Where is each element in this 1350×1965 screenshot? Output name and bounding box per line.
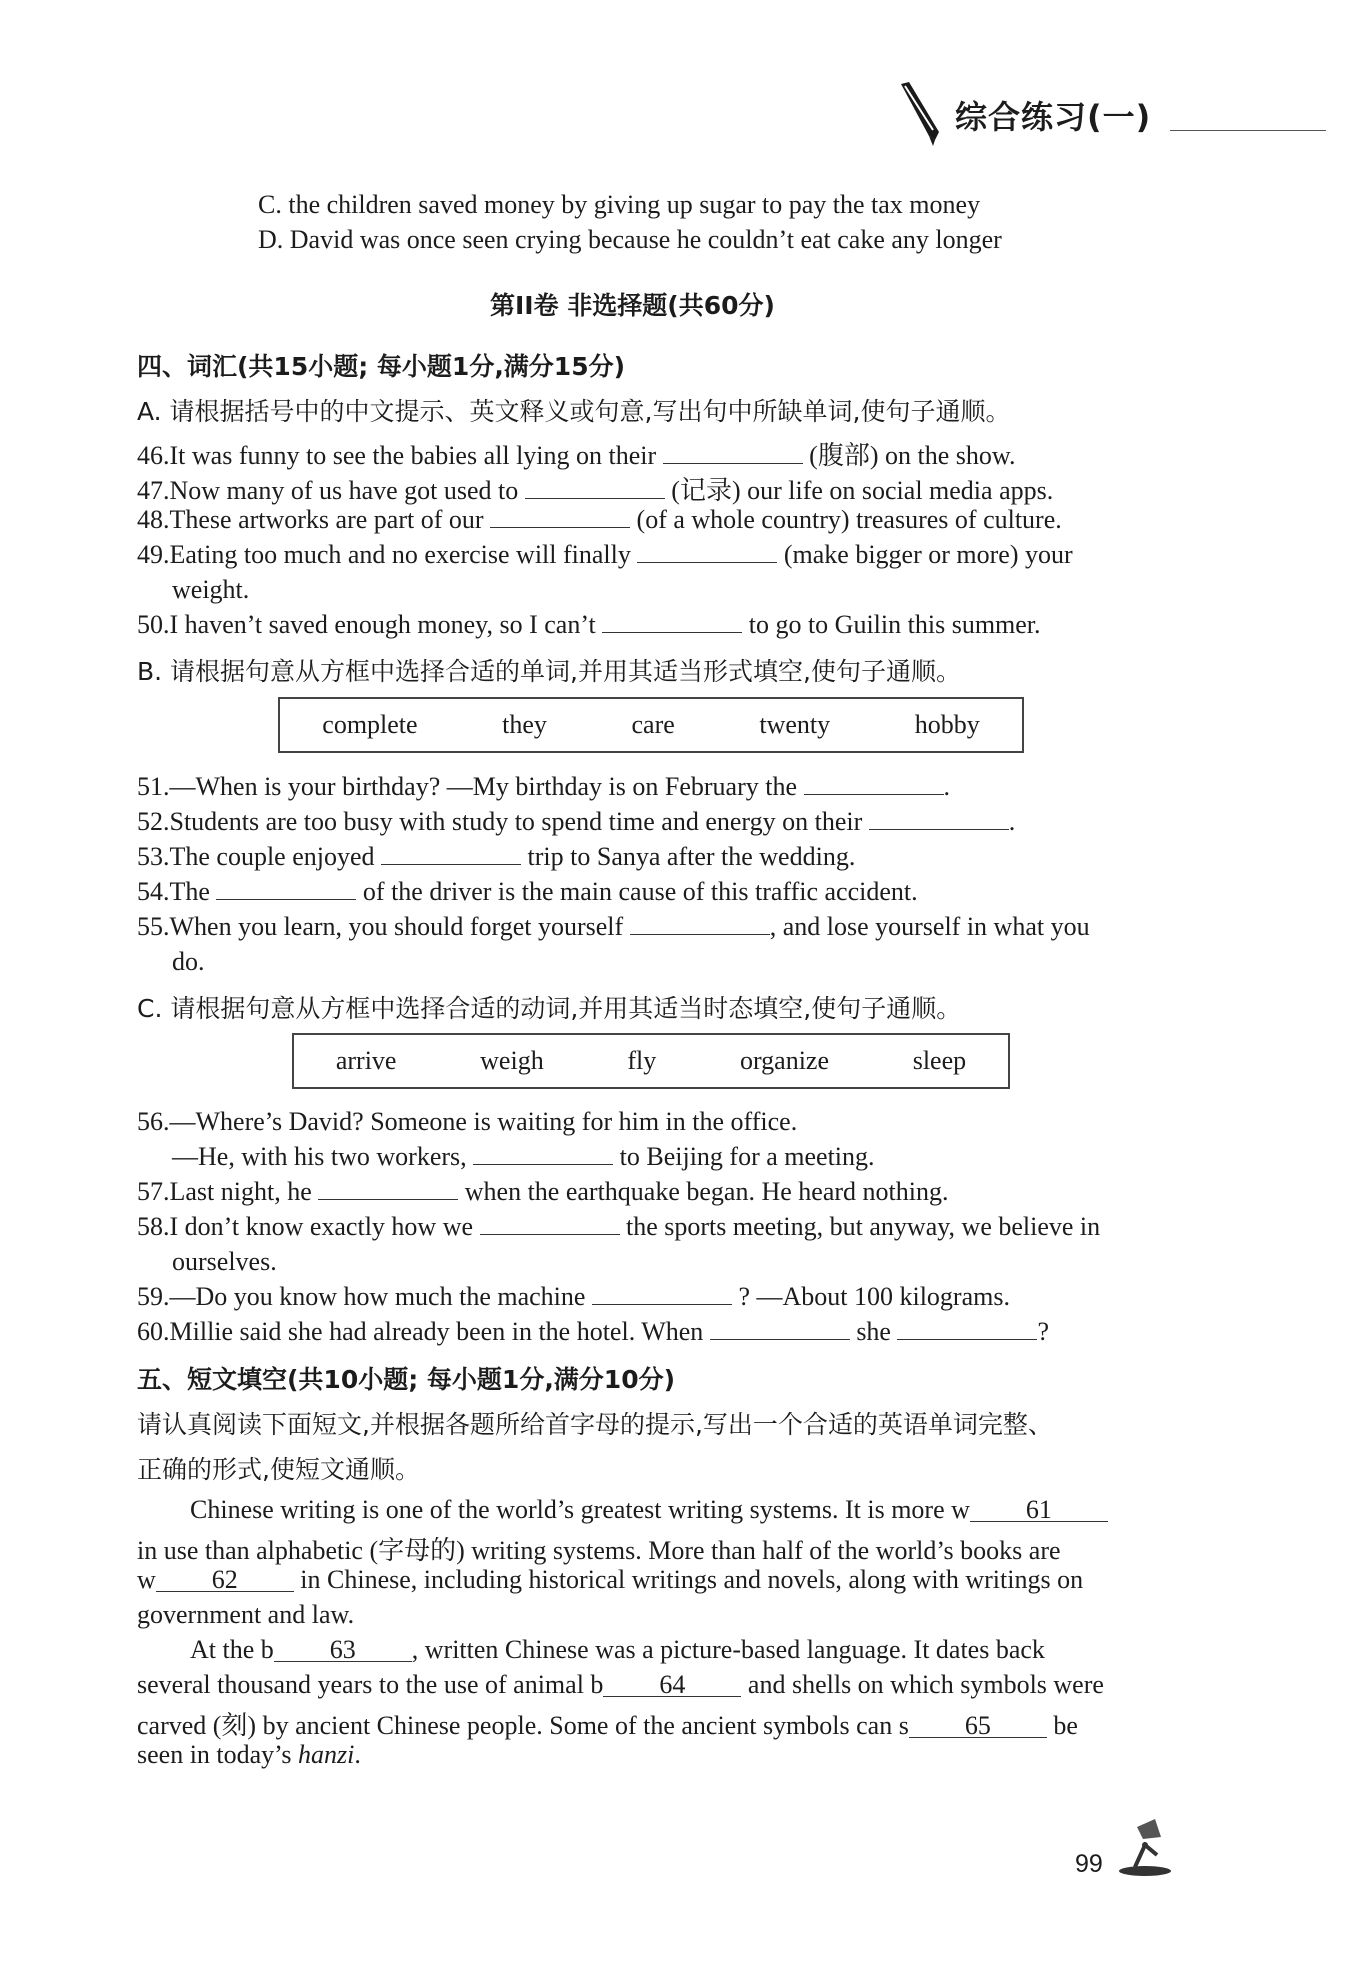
section5-instruction-line2: 正确的形式,使短文通顺。 <box>137 1455 420 1484</box>
answer-blank-62[interactable]: 62 <box>156 1569 294 1592</box>
passage-line: carved (刻) by ancient Chinese people. Some of the ancient symbols can s 65 be <box>137 1711 1078 1740</box>
page-number: 99 <box>1075 1850 1103 1878</box>
passage-line: several thousand years to the use of animal b 64 and shells on which symbols were <box>137 1670 1104 1699</box>
pen-icon <box>895 80 947 146</box>
question-58-cont: ourselves. <box>172 1247 277 1276</box>
question-49: 49.Eating too much and no exercise will finally (make bigger or more) your <box>137 540 1073 569</box>
desk-lamp-icon <box>1115 1815 1175 1877</box>
question-46: 46.It was funny to see the babies all lying on their (腹部) on the show. <box>137 441 1016 470</box>
question-49-cont: weight. <box>172 575 250 604</box>
section4-title: 四、词汇(共15小题; 每小题1分,满分15分) <box>137 352 626 381</box>
word-box-b <box>278 697 1024 753</box>
section4-a-instruction: A. 请根据括号中的中文提示、英文释义或句意,写出句中所缺单词,使句子通顺。 <box>137 397 1011 426</box>
word-box-c <box>292 1033 1010 1089</box>
question-59: 59.—Do you know how much the machine ? —About 100 kilograms. <box>137 1282 1010 1311</box>
part2-title: 第II卷 非选择题(共60分) <box>490 291 775 320</box>
passage-line: in use than alphabetic (字母的) writing systems. More than half of the world’s books are <box>137 1536 1061 1565</box>
answer-blank-49[interactable] <box>637 540 777 563</box>
answer-blank-50[interactable] <box>602 610 742 633</box>
answer-blank-47[interactable] <box>525 476 665 499</box>
section5-title: 五、短文填空(共10小题; 每小题1分,满分10分) <box>137 1365 676 1394</box>
question-58: 58.I don’t know exactly how we the sports meeting, but anyway, we believe in <box>137 1212 1101 1241</box>
word-box-c-word: organize <box>739 1046 830 1075</box>
answer-blank-54[interactable] <box>216 877 356 900</box>
word-box-b-word: care <box>631 710 675 739</box>
question-50: 50.I haven’t saved enough money, so I can’t to go to Guilin this summer. <box>137 610 1041 639</box>
answer-blank-46[interactable] <box>663 441 803 464</box>
word-box-b-word: twenty <box>759 710 831 739</box>
passage-line: Chinese writing is one of the world’s greatest writing systems. It is more w 61 <box>190 1495 1108 1525</box>
answer-blank-60a[interactable] <box>710 1317 850 1340</box>
word-box-b-word: complete <box>322 710 418 739</box>
answer-blank-53[interactable] <box>381 842 521 865</box>
section-header-title: 综合练习(一) <box>955 98 1152 136</box>
section5-instruction-line1: 请认真阅读下面短文,并根据各题所给首字母的提示,写出一个合适的英语单词完整、 <box>137 1410 1053 1439</box>
answer-blank-52[interactable] <box>869 807 1009 830</box>
question-56: 56.—Where’s David? Someone is waiting for him in the office. <box>137 1107 798 1136</box>
option-d: D. David was once seen crying because he couldn’t eat cake any longer <box>258 225 1002 254</box>
word-box-c-word: sleep <box>912 1046 967 1075</box>
passage-line: w 62 in Chinese, including historical writings and novels, along with writings on <box>137 1565 1084 1594</box>
answer-blank-56[interactable] <box>473 1142 613 1165</box>
answer-blank-63[interactable]: 63 <box>274 1639 412 1662</box>
answer-blank-61[interactable]: 61 <box>970 1499 1108 1522</box>
answer-blank-58[interactable] <box>480 1212 620 1235</box>
word-box-c-word: fly <box>627 1046 657 1075</box>
answer-blank-65[interactable]: 65 <box>909 1715 1047 1738</box>
question-48: 48.These artworks are part of our (of a whole country) treasures of culture. <box>137 505 1062 534</box>
answer-blank-48[interactable] <box>490 505 630 528</box>
section4-b-instruction: B. 请根据句意从方框中选择合适的单词,并用其适当形式填空,使句子通顺。 <box>137 657 961 686</box>
passage-line: government and law. <box>137 1600 355 1629</box>
question-47: 47.Now many of us have got used to (记录) our life on social media apps. <box>137 476 1054 505</box>
answer-blank-59[interactable] <box>592 1282 732 1305</box>
question-52: 52.Students are too busy with study to spend time and energy on their . <box>137 807 1016 836</box>
question-56-answer-line: —He, with his two workers, to Beijing for a meeting. <box>172 1142 875 1171</box>
word-box-c-word: weigh <box>480 1046 544 1075</box>
option-c: C. the children saved money by giving up sugar to pay the tax money <box>258 190 981 219</box>
answer-blank-55[interactable] <box>630 912 770 935</box>
question-51: 51.—When is your birthday? —My birthday is on February the . <box>137 772 950 801</box>
question-60: 60.Millie said she had already been in the hotel. When she ? <box>137 1317 1050 1346</box>
header-rule <box>1170 130 1326 131</box>
answer-blank-57[interactable] <box>318 1177 458 1200</box>
answer-blank-51[interactable] <box>804 772 944 795</box>
answer-blank-60b[interactable] <box>897 1317 1037 1340</box>
question-55-cont: do. <box>172 947 205 976</box>
question-53: 53.The couple enjoyed trip to Sanya after the wedding. <box>137 842 856 871</box>
answer-blank-64[interactable]: 64 <box>603 1674 741 1697</box>
question-54: 54.The of the driver is the main cause of this traffic accident. <box>137 877 918 906</box>
word-box-c-word: arrive <box>335 1046 397 1075</box>
passage-line: seen in today’s hanzi. <box>137 1740 361 1769</box>
passage-line: At the b 63 , written Chinese was a picture-based language. It dates back <box>190 1635 1045 1664</box>
section4-c-instruction: C. 请根据句意从方框中选择合适的动词,并用其适当时态填空,使句子通顺。 <box>137 994 962 1023</box>
question-55: 55.When you learn, you should forget yourself , and lose yourself in what you <box>137 912 1090 941</box>
word-box-b-word: hobby <box>914 710 980 739</box>
question-57: 57.Last night, he when the earthquake began. He heard nothing. <box>137 1177 949 1206</box>
word-box-b-word: they <box>502 710 547 739</box>
